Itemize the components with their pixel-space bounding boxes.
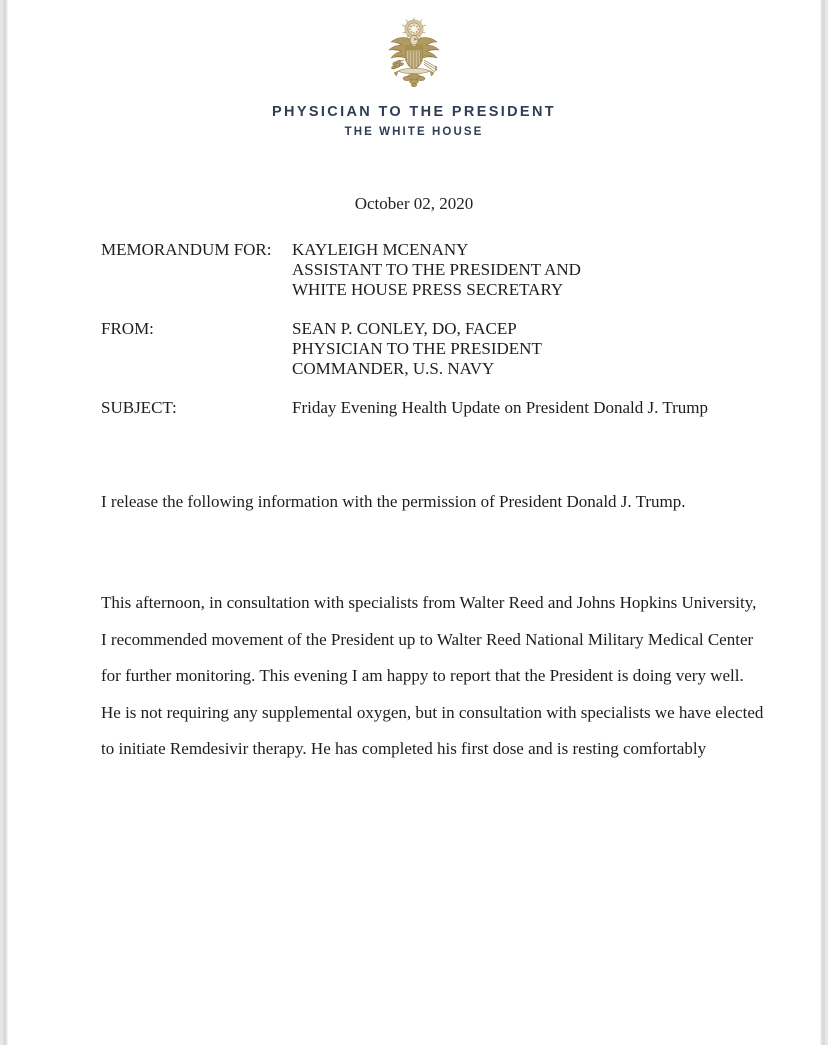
memo-value-line: COMMANDER, U.S. NAVY [292,359,495,378]
memo-value-line: WHITE HOUSE PRESS SECRETARY [292,280,564,299]
memo-value-line: PHYSICIAN TO THE PRESIDENT [292,339,542,358]
memo-row-addressee [101,240,741,300]
memo-value-from [292,319,741,379]
body-line: I recommended movement of the President up to Walter Reed National Military Medical Center [101,629,754,649]
great-seal-icon [383,14,445,96]
memo-label-subject: SUBJECT: [101,398,177,417]
memo-value-line: KAYLEIGH MCENANY [292,240,469,259]
letterhead [0,104,828,140]
memo-value-memorandum-for [292,240,741,300]
memo-header-block [101,240,741,418]
memo-value-line: ASSISTANT TO THE PRESIDENT AND [292,260,581,279]
memo-row-subject [101,398,741,418]
letterhead-subtitle: THE WHITE HOUSE [344,126,484,139]
body-line: He is not requiring any supplemental oxygen, but in consultation with specialists we have elected [101,702,764,722]
seal-container [0,14,828,96]
body-line: to initiate Remdesivir therapy. He has completed his first dose and is resting comfortably [101,739,707,758]
memo-value-line: Friday Evening Health Update on President Donald J. Trump [292,398,708,417]
memo-value-subject [292,398,741,418]
memo-label-memorandum-for: MEMORANDUM FOR: [101,240,272,259]
body-main-paragraph [101,585,764,768]
body-line: This afternoon, in consultation with specialists from Walter Reed and Johns Hopkins University, [101,593,757,612]
body-line: for further monitoring. This evening I am happy to report that the President is doing very well. [101,666,744,685]
document-date: October 02, 2020 [354,194,474,213]
letterhead-title: PHYSICIAN TO THE PRESIDENT [271,104,556,120]
memo-value-line: SEAN P. CONLEY, DO, FACEP [292,319,517,338]
memo-label-from: FROM: [101,319,154,338]
body-intro-paragraph: I release the following information with the permission of President Donald J. Trump. [101,492,686,511]
memo-row-sender [101,319,741,379]
